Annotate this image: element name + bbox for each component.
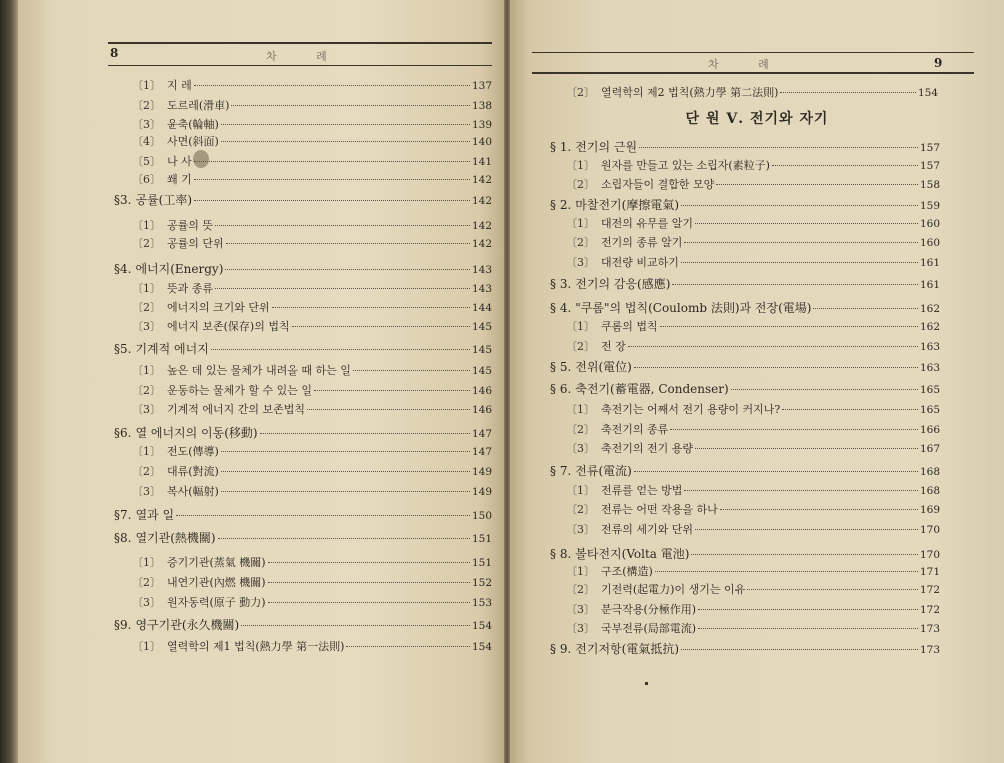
entry-page: 157 [919,160,940,172]
entry-page: 163 [919,341,940,353]
entry-title: 대전량 비교하기 [601,256,679,269]
entry-title: 윤축(輪軸) [167,118,219,131]
entry-page: 147 [471,428,492,440]
entry-number: 〔2〕 [566,583,595,596]
entry-title: 공률의 단위 [167,237,224,250]
toc-section [114,531,492,546]
leader-dots [314,390,470,391]
entry-page: 144 [471,302,492,314]
page-number: 9 [934,56,943,70]
header-rule [532,72,974,74]
entry-number: 〔2〕 [566,236,595,249]
toc-entry [566,565,940,579]
entry-page: 153 [471,597,492,609]
leader-dots [655,571,918,572]
entry-number: §6. [114,426,132,440]
leader-dots [241,625,470,626]
entry-page: 149 [471,466,492,478]
entry-number: § 1. [550,140,572,154]
entry-page: 139 [471,119,492,131]
entry-number: 〔1〕 [566,403,595,416]
unit-title: 단 원 Ⅴ. 전기와 자기 [685,111,829,127]
toc-entry [132,320,492,334]
toc-entry [132,445,492,459]
entry-page: 161 [919,279,940,291]
entry-page: 161 [919,257,940,269]
entry-page: 170 [919,524,940,536]
toc-entry [132,384,492,398]
entry-title: 대전의 유무를 알기 [601,217,694,230]
entry-number: 〔2〕 [566,340,595,353]
entry-number: 〔1〕 [566,159,595,172]
entry-number: §8. [114,531,132,545]
toc-section [550,382,940,397]
entry-title: 열 에너지의 이동(移動) [135,426,258,440]
entry-number: § 2. [550,198,572,212]
entry-title: 볼타전지(Volta 電池) [575,547,690,561]
left-page [18,0,504,763]
entry-page: 173 [919,644,940,656]
toc-entry [132,155,492,169]
leader-dots [698,609,918,610]
toc-entry [132,99,492,113]
entry-number: 〔1〕 [132,79,161,92]
entry-number: 〔2〕 [132,237,161,250]
leader-dots [772,165,918,166]
entry-number: § 4. [550,301,572,315]
leader-dots [634,367,918,368]
toc-entry [566,583,940,597]
entry-number: 〔1〕 [566,217,595,230]
leader-dots [695,529,918,530]
entry-number: 〔3〕 [566,523,595,536]
toc-entry [566,217,940,231]
leader-dots [231,105,469,106]
entry-page: 157 [919,142,940,154]
toc-entry [566,320,940,334]
leader-dots [221,491,470,492]
entry-number: 〔1〕 [132,640,161,653]
leader-dots [268,582,470,583]
entry-number: § 9. [550,642,572,656]
ink-spot [645,682,648,685]
toc-entry [132,173,492,187]
toc-entry [566,340,940,354]
entry-number: 〔1〕 [132,364,161,377]
leader-dots [194,200,470,201]
entry-page: 146 [471,404,492,416]
toc-entry [132,79,492,93]
entry-title: 기계적 에너지 [135,342,209,356]
toc-entry [132,465,492,479]
toc-entry [132,403,492,417]
entry-title: 열력학의 제1 법칙(熱力學 第一法則) [167,640,345,653]
entry-page: 152 [471,577,492,589]
entry-title: 국부전류(局部電流) [601,622,697,635]
toc-entry [132,237,492,251]
entry-number: §4. [114,262,132,276]
entry-title: 에너지(Energy) [135,262,224,276]
leader-dots [684,242,918,243]
entry-page: 159 [919,200,940,212]
toc-entry [132,576,492,590]
entry-page: 158 [919,179,940,191]
entry-number: 〔2〕 [132,301,161,314]
entry-title: 소립자들이 결합한 모양 [601,178,715,191]
toc-entry [566,442,940,456]
entry-title: 운동하는 물체가 할 수 있는 일 [167,384,312,397]
ink-stain [193,150,209,168]
toc-section [550,360,940,375]
toc-entry [132,301,492,315]
leader-dots [695,448,918,449]
entry-title: 전기의 근원 [575,140,638,154]
leader-dots [670,429,918,430]
entry-title: 전위(電位) [575,360,632,374]
entry-page: 168 [919,466,940,478]
toc-entry [566,159,940,173]
entry-page: 172 [919,604,940,616]
leader-dots [194,179,470,180]
leader-dots [268,562,470,563]
entry-page: 141 [471,156,492,168]
leader-dots [731,389,918,390]
entry-number: 〔2〕 [132,384,161,397]
entry-page: 169 [919,504,940,516]
entry-number: 〔3〕 [132,596,161,609]
leader-dots [628,346,918,347]
toc-entry [566,622,940,636]
leader-dots [268,602,470,603]
toc-entry [566,423,940,437]
toc-entry [566,178,940,192]
entry-number: §3. [114,193,132,207]
leader-dots [346,646,470,647]
toc-section [114,262,492,277]
entry-page: 154 [471,620,492,632]
entry-page: 137 [471,80,492,92]
toc-entry [132,364,492,378]
toc-section [114,193,492,208]
leader-dots [221,451,470,452]
entry-number: 〔2〕 [566,178,595,191]
toc-section [114,342,492,357]
entry-number: 〔2〕 [132,576,161,589]
entry-number: § 8. [550,547,572,561]
right-page [510,0,1004,763]
entry-number: § 6. [550,382,572,396]
entry-title: "쿠롬"의 법칙(Coulomb 法則)과 전장(電場) [575,301,812,315]
entry-number: 〔6〕 [132,173,161,186]
leader-dots [215,288,470,289]
toc-section [550,464,940,479]
entry-title: 복사(輻射) [167,485,219,498]
entry-number: 〔2〕 [566,423,595,436]
toc-section [114,508,492,523]
entry-number: 〔3〕 [566,442,595,455]
leader-dots [672,284,918,285]
toc-entry [566,236,940,250]
entry-title: 마찰전기(摩擦電氣) [575,198,679,212]
toc-entry [566,603,940,617]
leader-dots [695,223,918,224]
leader-dots [221,141,470,142]
header-rule [532,52,974,53]
entry-title: 전기의 감응(感應) [575,277,671,291]
leader-dots [215,225,470,226]
entry-title: 높은 데 있는 물체가 내려올 때 하는 일 [167,364,351,377]
entry-page: 171 [919,566,940,578]
entry-title: 분극작용(分極作用) [601,603,697,616]
entry-number: 〔3〕 [132,118,161,131]
toc-entry [132,219,492,233]
entry-number: 〔1〕 [566,565,595,578]
entry-title: 도르레(滑車) [167,99,230,112]
entry-page: 160 [919,218,940,230]
leader-dots [684,490,918,491]
leader-dots [691,554,918,555]
leader-dots [194,85,470,86]
toc-section [550,198,940,213]
entry-title: 열력학의 제2 법칙(熱力學 第二法則) [601,86,779,99]
entry-title: 에너지 보존(保存)의 법칙 [167,320,290,333]
entry-number: 〔2〕 [566,503,595,516]
leader-dots [218,538,470,539]
entry-number: 〔1〕 [566,320,595,333]
entry-number: 〔2〕 [132,465,161,478]
entry-title: 구조(構造) [601,565,653,578]
entry-title: 공률(工率) [135,193,193,207]
entry-page: 142 [471,220,492,232]
toc-entry [566,484,940,498]
entry-title: 쿠롬의 법칙 [601,320,658,333]
leader-dots [660,326,918,327]
toc-entry [132,640,492,654]
entry-title: 지 레 [167,79,192,92]
entry-page: 162 [919,303,940,315]
leader-dots [681,649,918,650]
entry-title: 전기저항(電氣抵抗) [575,642,679,656]
entry-title: 전류의 세기와 단위 [601,523,694,536]
entry-page: 173 [919,623,940,635]
toc-entry [132,556,492,570]
leader-dots [194,161,470,162]
entry-page: 142 [471,238,492,250]
toc-entry [132,282,492,296]
entry-number: § 3. [550,277,572,291]
entry-page: 151 [471,533,492,545]
entry-title: 증기기관(蒸氣 機關) [167,556,266,569]
entry-title: 쐐 기 [167,173,192,186]
leader-dots [176,515,470,516]
entry-number: 〔1〕 [132,445,161,458]
entry-page: 172 [919,584,940,596]
entry-number: 〔1〕 [132,282,161,295]
entry-title: 기계적 에너지 간의 보존법칙 [167,403,306,416]
leader-dots [221,124,470,125]
entry-page: 160 [919,237,940,249]
page-number: 8 [110,46,119,60]
entry-title: 에너지의 크기와 단위 [167,301,270,314]
entry-number: 〔3〕 [566,622,595,635]
entry-number: 〔1〕 [566,484,595,497]
entry-page: 154 [471,641,492,653]
toc-section [550,140,940,155]
entry-number: 〔3〕 [132,485,161,498]
entry-page: 138 [471,100,492,112]
entry-number: §9. [114,618,132,632]
leader-dots [307,409,470,410]
entry-number: 〔2〕 [566,86,595,99]
toc-section [114,618,492,633]
entry-number: § 5. [550,360,572,374]
entry-number: 〔4〕 [132,135,161,148]
toc-section [114,426,492,441]
entry-title: 열과 일 [135,508,175,522]
entry-number: §7. [114,508,132,522]
toc-section [550,642,940,657]
toc-section [550,547,940,562]
leader-dots [782,409,918,410]
entry-page: 162 [919,321,940,333]
entry-number: 〔5〕 [132,155,161,168]
entry-page: 165 [919,404,940,416]
entry-title: 축전기는 어째서 전기 용량이 커지나? [601,403,781,416]
entry-title: 전기의 종류 알기 [601,236,683,249]
toc-entry [132,596,492,610]
leader-dots [720,509,918,510]
entry-page: 165 [919,384,940,396]
entry-page: 163 [919,362,940,374]
entry-title: 열기관(熱機關) [135,531,216,545]
leader-dots [225,269,470,270]
leader-dots [272,307,470,308]
entry-title: 전도(傳導) [167,445,219,458]
toc-entry [566,523,940,537]
entry-page: 143 [471,264,492,276]
entry-title: 전 장 [601,340,626,353]
entry-title: 축전기의 종류 [601,423,669,436]
entry-page: 146 [471,385,492,397]
toc-section [550,301,940,316]
toc-entry [566,403,940,417]
entry-page: 151 [471,557,492,569]
entry-title: 전류는 어떤 작용을 하나 [601,503,718,516]
entry-title: 원자동력(原子 動力) [167,596,266,609]
entry-page: 154 [917,87,938,99]
leader-dots [698,628,918,629]
header-rule [108,42,492,44]
entry-title: 공률의 뜻 [167,219,214,232]
entry-title: 원자를 만들고 있는 소립자(素粒子) [601,159,770,172]
entry-number: 〔3〕 [566,256,595,269]
entry-title: 축전기의 전기 용량 [601,442,694,455]
entry-page: 168 [919,485,940,497]
entry-page: 145 [471,344,492,356]
entry-page: 145 [471,365,492,377]
toc-section [550,277,940,292]
entry-page: 142 [471,195,492,207]
entry-page: 149 [471,486,492,498]
entry-page: 145 [471,321,492,333]
entry-page: 167 [919,443,940,455]
entry-number: 〔1〕 [132,219,161,232]
book-edge [0,0,18,763]
leader-dots [634,471,918,472]
leader-dots [747,589,918,590]
leader-dots [716,184,918,185]
entry-title: 대류(對流) [167,465,219,478]
leader-dots [353,370,470,371]
entry-number: §5. [114,342,132,356]
toc-entry [566,256,940,270]
leader-dots [221,471,470,472]
leader-dots [639,147,918,148]
entry-title: 뜻과 종류 [167,282,214,295]
entry-number: 〔3〕 [132,403,161,416]
leader-dots [211,349,470,350]
entry-number: 〔3〕 [566,603,595,616]
header-rule [108,65,492,66]
toc-entry [566,503,940,517]
entry-page: 170 [919,549,940,561]
entry-title: 사면(斜面) [167,135,219,148]
toc-entry [132,135,492,149]
toc-entry [132,485,492,499]
entry-title: 내연기관(內燃 機關) [167,576,266,589]
leader-dots [681,262,918,263]
leader-dots [681,205,918,206]
toc-entry [566,86,938,100]
entry-title: 나 사 [167,155,192,168]
entry-title: 축전기(蓄電器, Condenser) [575,382,729,396]
entry-title: 전류를 얻는 방법 [601,484,683,497]
entry-page: 166 [919,424,940,436]
entry-page: 147 [471,446,492,458]
leader-dots [226,243,470,244]
leader-dots [813,308,917,309]
running-header: 차 례 [266,50,345,63]
entry-page: 150 [471,510,492,522]
leader-dots [292,326,470,327]
entry-number: 〔3〕 [132,320,161,333]
entry-title: 기전력(起電力)이 생기는 이유 [601,583,746,596]
leader-dots [780,92,916,93]
entry-number: 〔1〕 [132,556,161,569]
entry-number: § 7. [550,464,572,478]
entry-number: 〔2〕 [132,99,161,112]
running-header: 차 례 [708,58,787,71]
entry-page: 143 [471,283,492,295]
entry-title: 전류(電流) [575,464,632,478]
leader-dots [260,433,470,434]
toc-entry [132,118,492,132]
entry-page: 140 [471,136,492,148]
entry-page: 142 [471,174,492,186]
entry-title: 영구기관(永久機關) [135,618,240,632]
